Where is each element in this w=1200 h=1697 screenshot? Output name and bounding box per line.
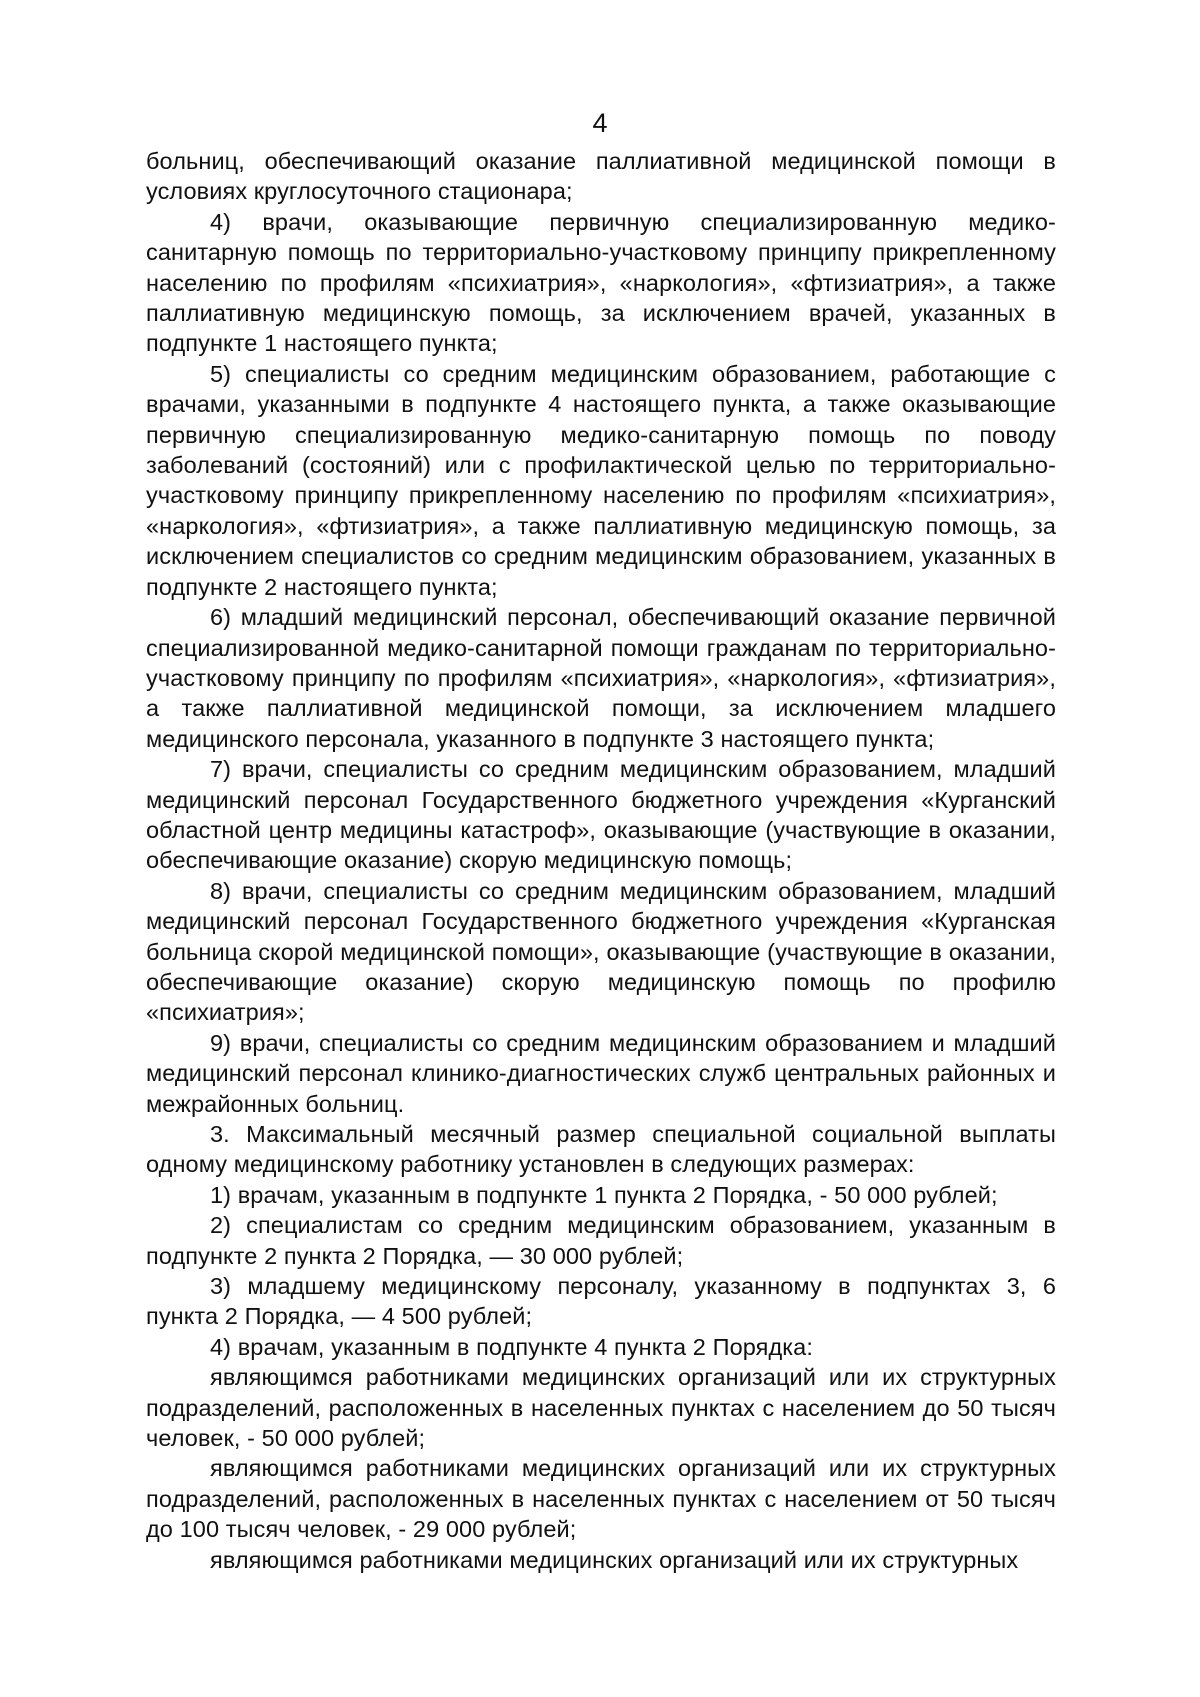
paragraph-section-3: 3. Максимальный месячный размер специальной социальной выплаты одному медицинскому работнику установлен в следующих размерах: xyxy=(146,1121,1056,1178)
document-body xyxy=(146,146,1056,1575)
paragraph-item-8: 8) врачи, специалисты со средним медицинским образованием, младший медицинский персонал Государственного бюджетного учреждения «Курганская больница скорой медицинской помощи», оказывающие (участвующие в оказании, обеспечивающие оказание) скорую медицинскую помощь по профилю «психиатрия»; xyxy=(146,877,1056,1026)
paragraph-payment-2: 2) специалистам со средним медицинским образованием, указанным в подпункте 2 пункта 2 Порядка, — 30 000 рублей; xyxy=(146,1212,1056,1269)
paragraph-continued-next-page: являющимся работниками медицинских организаций или их структурных xyxy=(210,1546,1019,1573)
paragraph-item-6: 6) младший медицинский персонал, обеспечивающий оказание первичной специализированной медико-санитарной помощи гражданам по территориально-участковому принципу по профилям «психиатрия», «наркология», «фтизиатрия», а также паллиативной медицинской помощи, за исключением младшего медицинского персонала, указанного в подпункте 3 настоящего пункта; xyxy=(146,604,1056,752)
paragraph-item-9: 9) врачи, специалисты со средним медицинским образованием и младший медицинский персонал клинико-диагностических служб центральных районных и межрайонных больниц. xyxy=(146,1029,1056,1117)
paragraph-item-5: 5) специалисты со средним медицинским образованием, работающие с врачами, указанными в подпункте 4 настоящего пункта, а также оказывающие первичную специализированную медико-санитарную помощь по поводу заболеваний (состояний) или с профилактической целью по территориально-участковому принципу прикрепленному населению по профилям «психиатрия», «наркология», «фтизиатрия», а также паллиативную медицинскую помощь, за исключением специалистов со средним медицинским образованием, указанных в подпункте 2 настоящего пункта; xyxy=(146,360,1056,600)
paragraph-payment-4: 4) врачам, указанным в подпункте 4 пункта 2 Порядка: xyxy=(210,1333,813,1360)
page-number: 4 xyxy=(592,108,608,138)
paragraph-continuation: больниц, обеспечивающий оказание паллиативной медицинской помощи в условиях круглосуточного стационара; xyxy=(146,148,1056,205)
paragraph-item-7: 7) врачи, специалисты со средним медицинским образованием, младший медицинский персонал Государственного бюджетного учреждения «Курганский областной центр медицины катастроф», оказывающие (участвующие в оказании, обеспечивающие оказание) скорую медицинскую помощь; xyxy=(146,756,1056,874)
paragraph-payment-1: 1) врачам, указанным в подпункте 1 пункта 2 Порядка, - 50 000 рублей; xyxy=(210,1181,998,1208)
paragraph-payment-3: 3) младшему медицинскому персоналу, указанному в подпунктах 3, 6 пункта 2 Порядка, — 4 500 рублей; xyxy=(146,1273,1056,1330)
paragraph-population-under-50k: являющимся работниками медицинских организаций или их структурных подразделений, расположенных в населенных пунктах с населением до 50 тысяч человек, - 50 000 рублей; xyxy=(146,1364,1056,1452)
paragraph-population-50k-100k: являющимся работниками медицинских организаций или их структурных подразделений, расположенных в населенных пунктах с населением от 50 тысяч до 100 тысяч человек, - 29 000 рублей; xyxy=(146,1455,1056,1543)
paragraph-item-4: 4) врачи, оказывающие первичную специализированную медико-санитарную помощь по территориально-участковому принципу прикрепленному населению по профилям «психиатрия», «наркология», «фтизиатрия», а также паллиативную медицинскую помощь, за исключением врачей, указанных в подпункте 1 настоящего пункта; xyxy=(146,208,1056,357)
